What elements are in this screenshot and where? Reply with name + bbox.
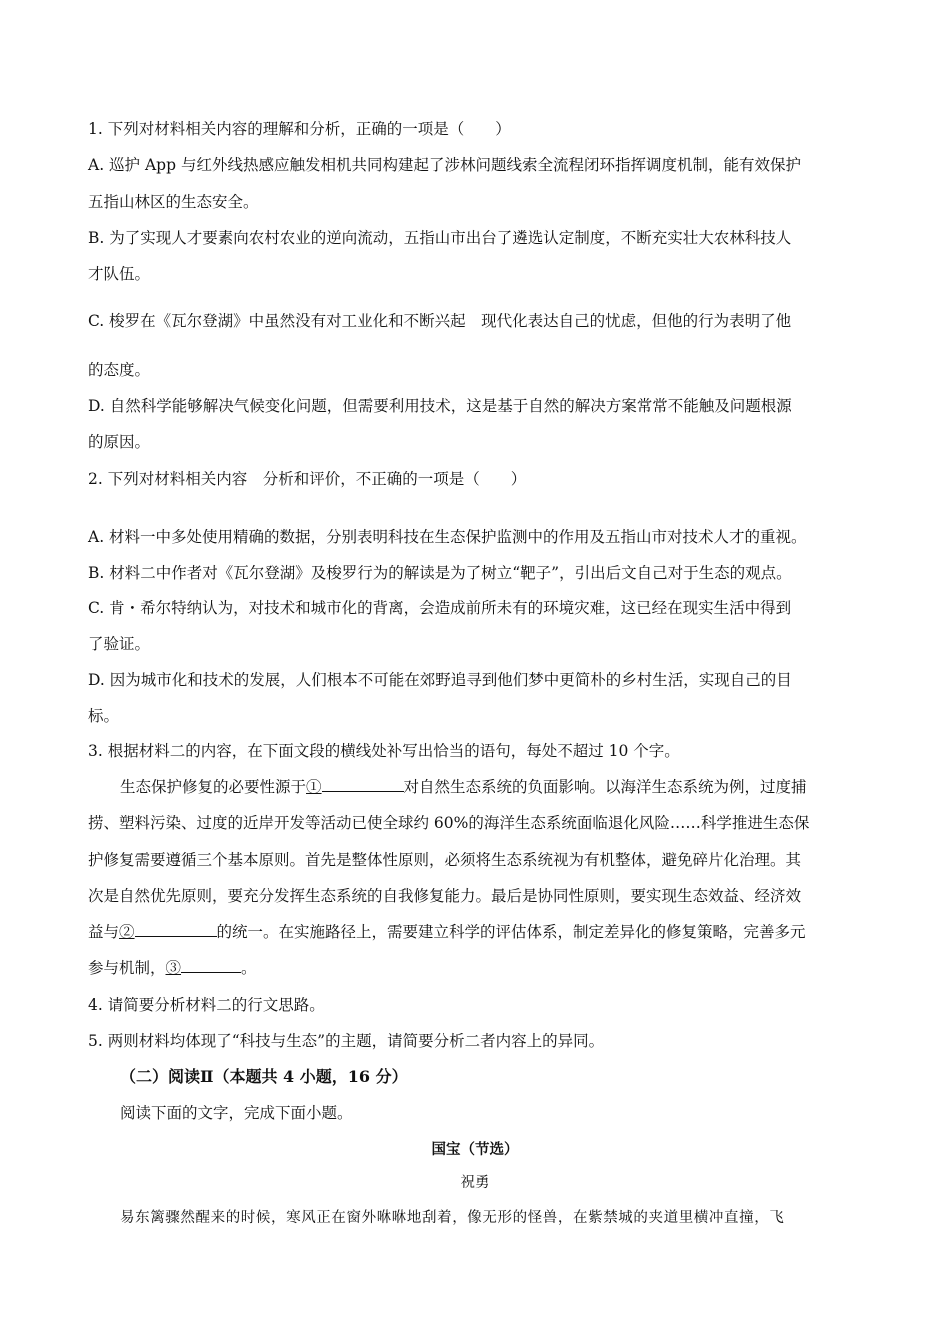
q2-option-c-line2: 了验证。 [88, 635, 151, 653]
blank-marker-3: ③ [165, 959, 182, 977]
q3-passage-text: 益与 [88, 923, 120, 941]
section-heading: （二）阅读Ⅱ（本题共 4 小题，16 分） [120, 1067, 408, 1086]
q5-stem: 5. 两则材料均体现了“科技与生态”的主题，请简要分析二者内容上的异同。 [88, 1032, 605, 1050]
q1-option-c-line2: 的态度。 [88, 361, 151, 379]
q1-stem: 1. 下列对材料相关内容的理解和分析，正确的一项是（ ） [88, 120, 511, 138]
q3-passage-text: 参与机制， [88, 959, 166, 977]
q3-passage-line2: 捞、塑料污染、过度的近岸开发等活动已使全球约 60%的海洋生态系统面临退化风险……科学推进生态保 [88, 814, 810, 832]
q4-stem: 4. 请简要分析材料二的行文思路。 [88, 996, 325, 1014]
q2-option-c-line1: C. 肯・希尔特纳认为，对技术和城市化的背离，会造成前所未有的环境灾难，这已经在现实生活中得到 [88, 599, 792, 617]
q3-passage-line3: 护修复需要遵循三个基本原则。首先是整体性原则，必须将生态系统视为有机整体，避免碎片化治理。其 [88, 851, 802, 869]
q1-option-d-line1: D. 自然科学能够解决气候变化问题，但需要利用技术，这是基于自然的解决方案常常不能触及问题根源 [88, 397, 792, 415]
q3-passage-text: 的统一。在实施路径上，需要建立科学的评估体系，制定差异化的修复策略，完善多元 [216, 923, 806, 941]
q1-option-b-line1: B. 为了实现人才要素向农村农业的逆向流动，五指山市出台了遴选认定制度，不断充实壮大农林科技人 [88, 229, 792, 247]
blank-1[interactable] [322, 777, 404, 792]
q2-option-b-line1: B. 材料二中作者对《瓦尔登湖》及梭罗行为的解读是为了树立“靶子”，引出后文自己对于生态的观点。 [88, 564, 792, 582]
article-author: 祝勇 [460, 1175, 490, 1191]
blank-2[interactable] [135, 922, 217, 937]
q2-option-d-line2: 标。 [88, 707, 120, 725]
q2-stem: 2. 下列对材料相关内容 分析和评价，不正确的一项是（ ） [88, 470, 527, 488]
q1-option-d-line2: 的原因。 [88, 433, 151, 451]
q3-stem: 3. 根据材料二的内容，在下面文段的横线处补写出恰当的语句，每处不超过 10 个字。 [88, 742, 680, 760]
q1-option-a-line1: A. 巡护 App 与红外线热感应触发相机共同构建起了涉林问题线索全流程闭环指挥调度机制，能有效保护 [88, 156, 801, 174]
q1-option-b-line2: 才队伍。 [88, 265, 151, 283]
blank-marker-2: ② [119, 923, 135, 941]
article-title: 国宝（节选） [431, 1141, 519, 1158]
q2-option-d-line1: D. 因为城市化和技术的发展，人们根本不可能在郊野追寻到他们梦中更简朴的乡村生活，实现自己的目 [88, 671, 792, 689]
article-first-line: 易东篱骤然醒来的时候，寒风正在窗外咻咻地刮着，像无形的怪兽，在紫禁城的夹道里横冲直撞，飞 [120, 1210, 785, 1226]
q2-option-a-line1: A. 材料一中多处使用精确的数据，分别表明科技在生态保护监测中的作用及五指山市对技术人才的重视。 [88, 528, 807, 546]
q3-passage-line4: 次是自然优先原则，要充分发挥生态系统的自我修复能力。最后是协同性原则，要实现生态效益、经济效 [88, 887, 802, 905]
q3-passage-text: 。 [241, 959, 257, 977]
blank-marker-1: ① [306, 778, 322, 796]
q3-passage-line6 [88, 958, 257, 978]
q3-passage-line1 [120, 777, 807, 797]
section-instruction: 阅读下面的文字，完成下面小题。 [120, 1104, 353, 1122]
q3-passage-text: 生态保护修复的必要性源于 [120, 778, 307, 796]
q1-option-c-line1: C. 梭罗在《瓦尔登湖》中虽然没有对工业化和不断兴起 现代化表达自己的忧虑，但他的行为表明了他 [88, 312, 792, 330]
q1-option-a-line2: 五指山林区的生态安全。 [88, 193, 259, 211]
q3-passage-line5 [88, 922, 806, 942]
blank-3[interactable] [181, 958, 241, 973]
q3-passage-text: 对自然生态系统的负面影响。以海洋生态系统为例，过度捕 [403, 778, 807, 796]
